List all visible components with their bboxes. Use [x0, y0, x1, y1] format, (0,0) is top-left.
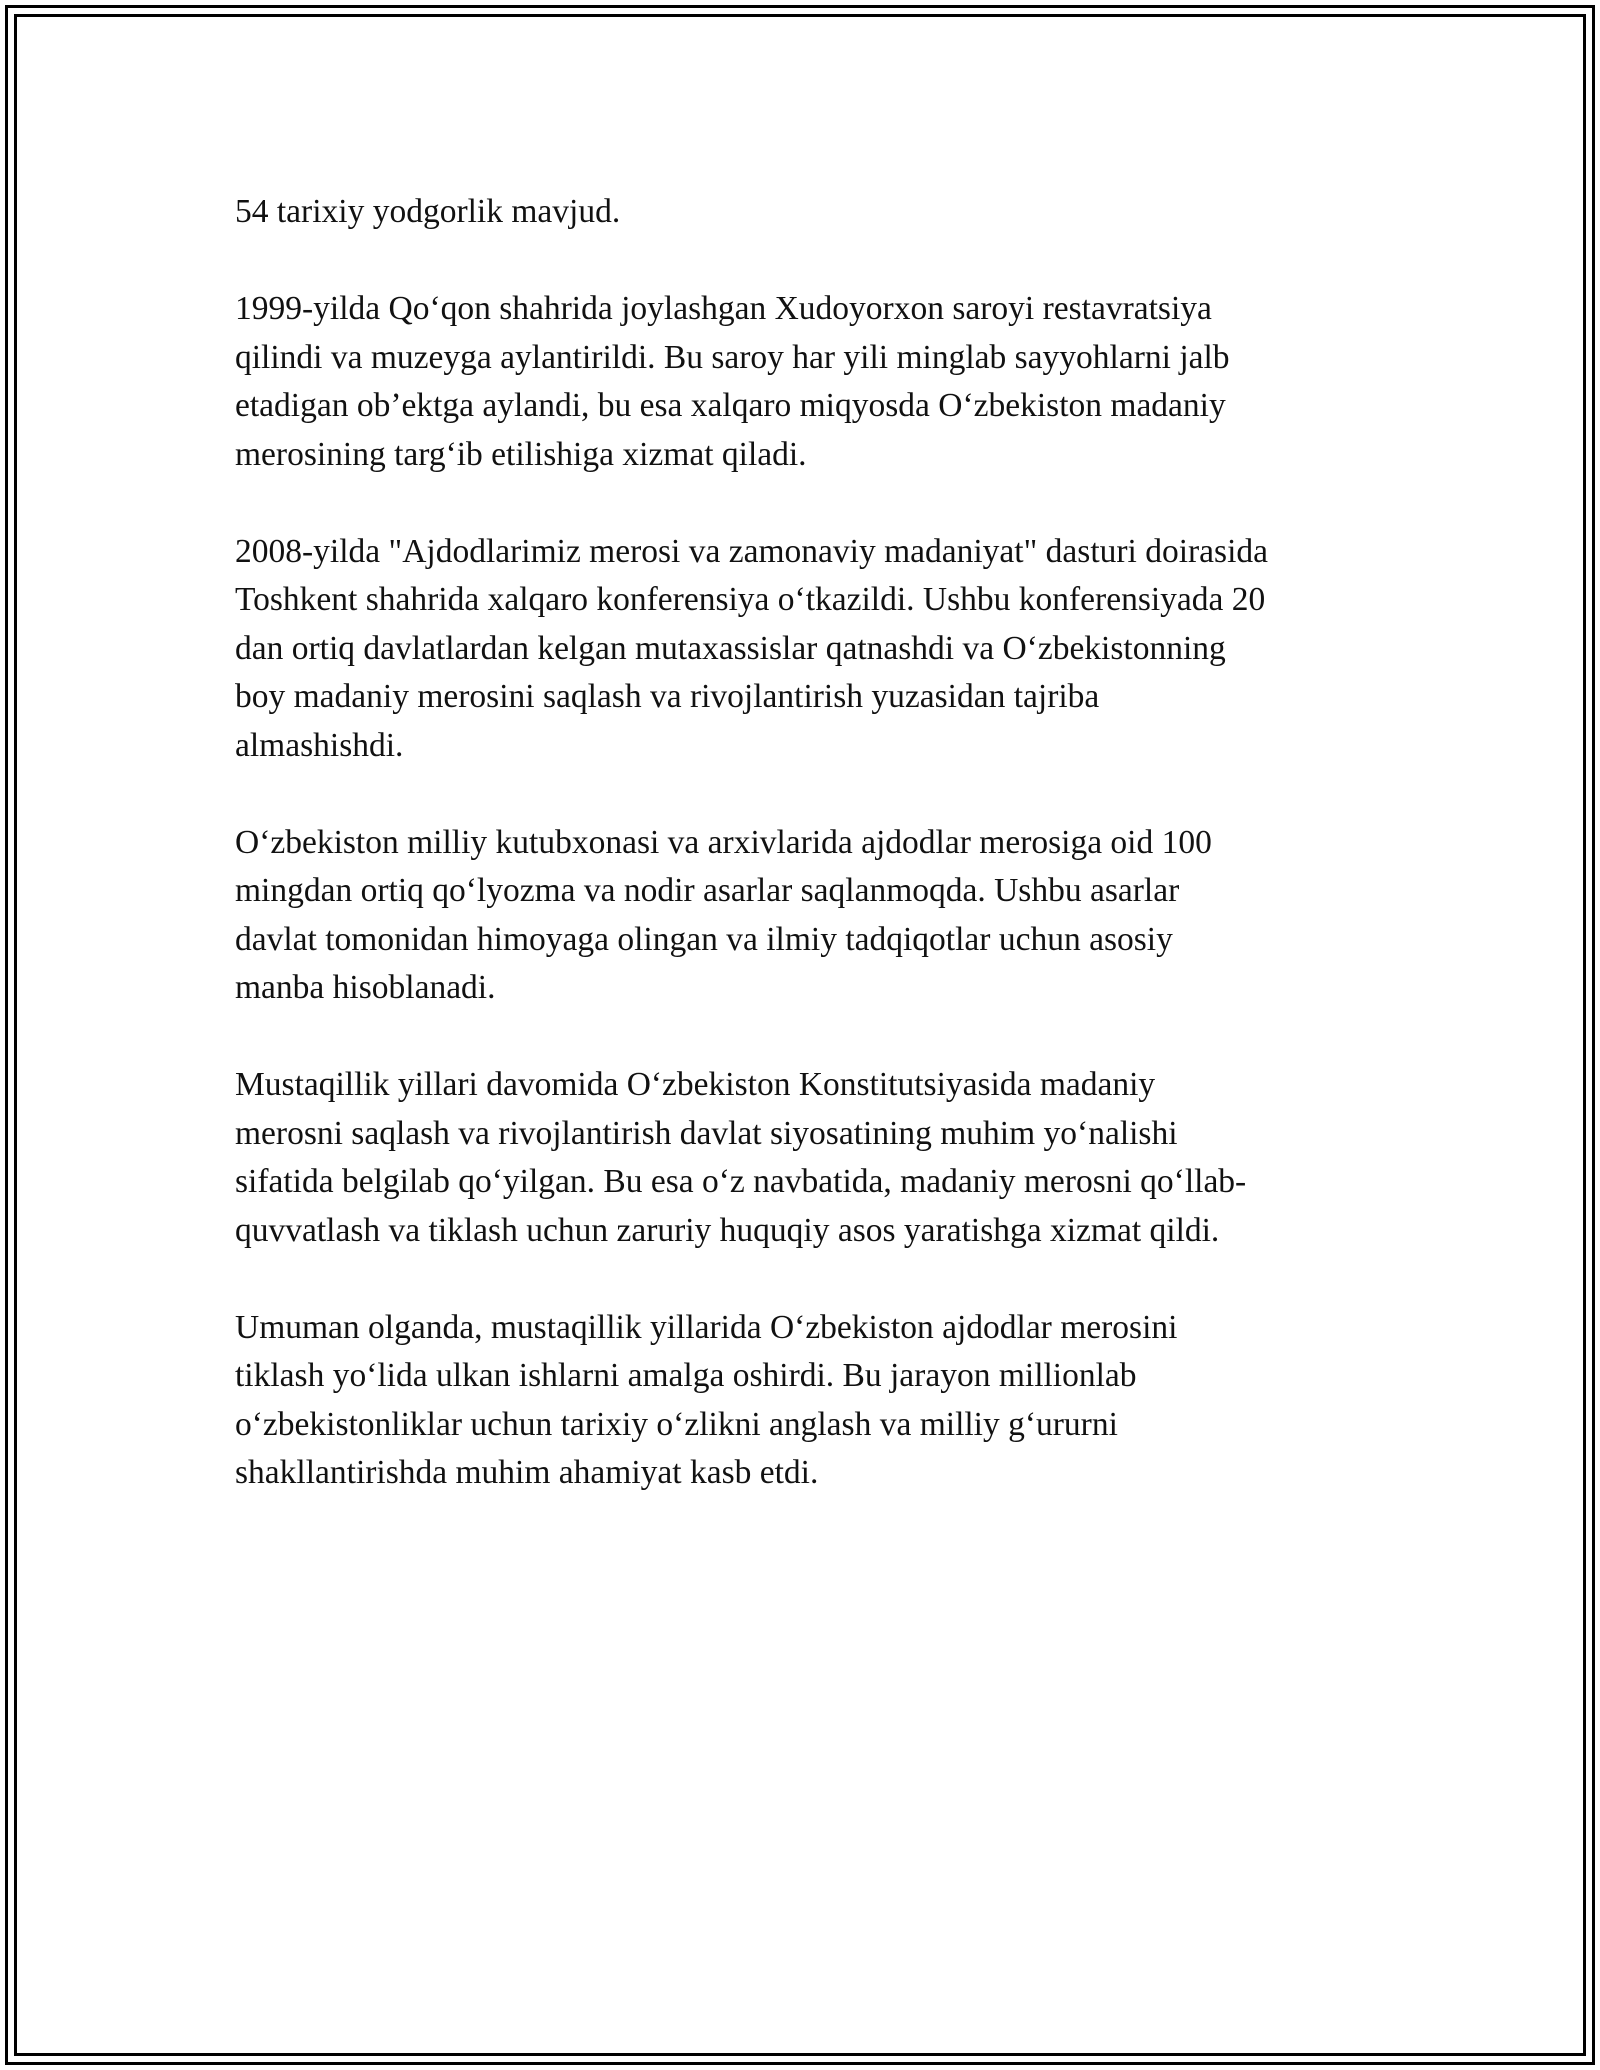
paragraph-national-library: Oʻzbekiston milliy kutubxonasi va arxivlarida ajdodlar merosiga oid 100 mingdan ortiq qoʻlyozma va nodir asarlar saqlanmoqda. Ushbu asarlar davlat tomonidan himoyaga olingan va ilmiy tadqiqotlar uchun asosiy manba hisoblanadi.	[235, 823, 1212, 1006]
paragraph-intro: 54 tarixiy yodgorlik mavjud.	[235, 193, 621, 230]
document-body	[235, 188, 1385, 1546]
paragraph-xudoyorxon-palace: 1999-yilda Qoʻqon shahrida joylashgan Xudoyorxon saroyi restavratsiya qilindi va muzeyga aylantirildi. Bu saroy har yili minglab sayyohlarni jalb etadigan obʼektga aylandi, bu esa xalqaro miqyosda Oʻzbekiston madaniy merosining targʻib etilishiga xizmat qiladi.	[235, 290, 1230, 473]
paragraph-constitution: Mustaqillik yillari davomida Oʻzbekiston Konstitutsiyasida madaniy merosni saqlash va rivojlantirish davlat siyosatining muhim yoʻnalishi sifatida belgilab qoʻyilgan. Bu esa oʻz navbatida, madaniy merosni qoʻllab- quvvatlash va tiklash uchun zaruriy huquqiy asos yaratishga xizmat qildi.	[235, 1066, 1247, 1249]
paragraph-conclusion: Umuman olganda, mustaqillik yillarida Oʻzbekiston ajdodlar merosini tiklash yoʻlida ulkan ishlarni amalga oshirdi. Bu jarayon millionlab oʻzbekistonliklar uchun tarixiy oʻzlikni anglash va milliy gʻururni shakllantirishda muhim ahamiyat kasb etdi.	[235, 1308, 1178, 1491]
paragraph-conference-2008: 2008-yilda "Ajdodlarimiz merosi va zamonaviy madaniyat" dasturi doirasida Toshkent shahrida xalqaro konferensiya oʻtkazildi. Ushbu konferensiyada 20 dan ortiq davlatlardan kelgan mutaxassislar qatnashdi va Oʻzbekistonning boy madaniy merosini saqlash va rivojlantirish yuzasidan tajriba almashishdi.	[235, 532, 1269, 764]
